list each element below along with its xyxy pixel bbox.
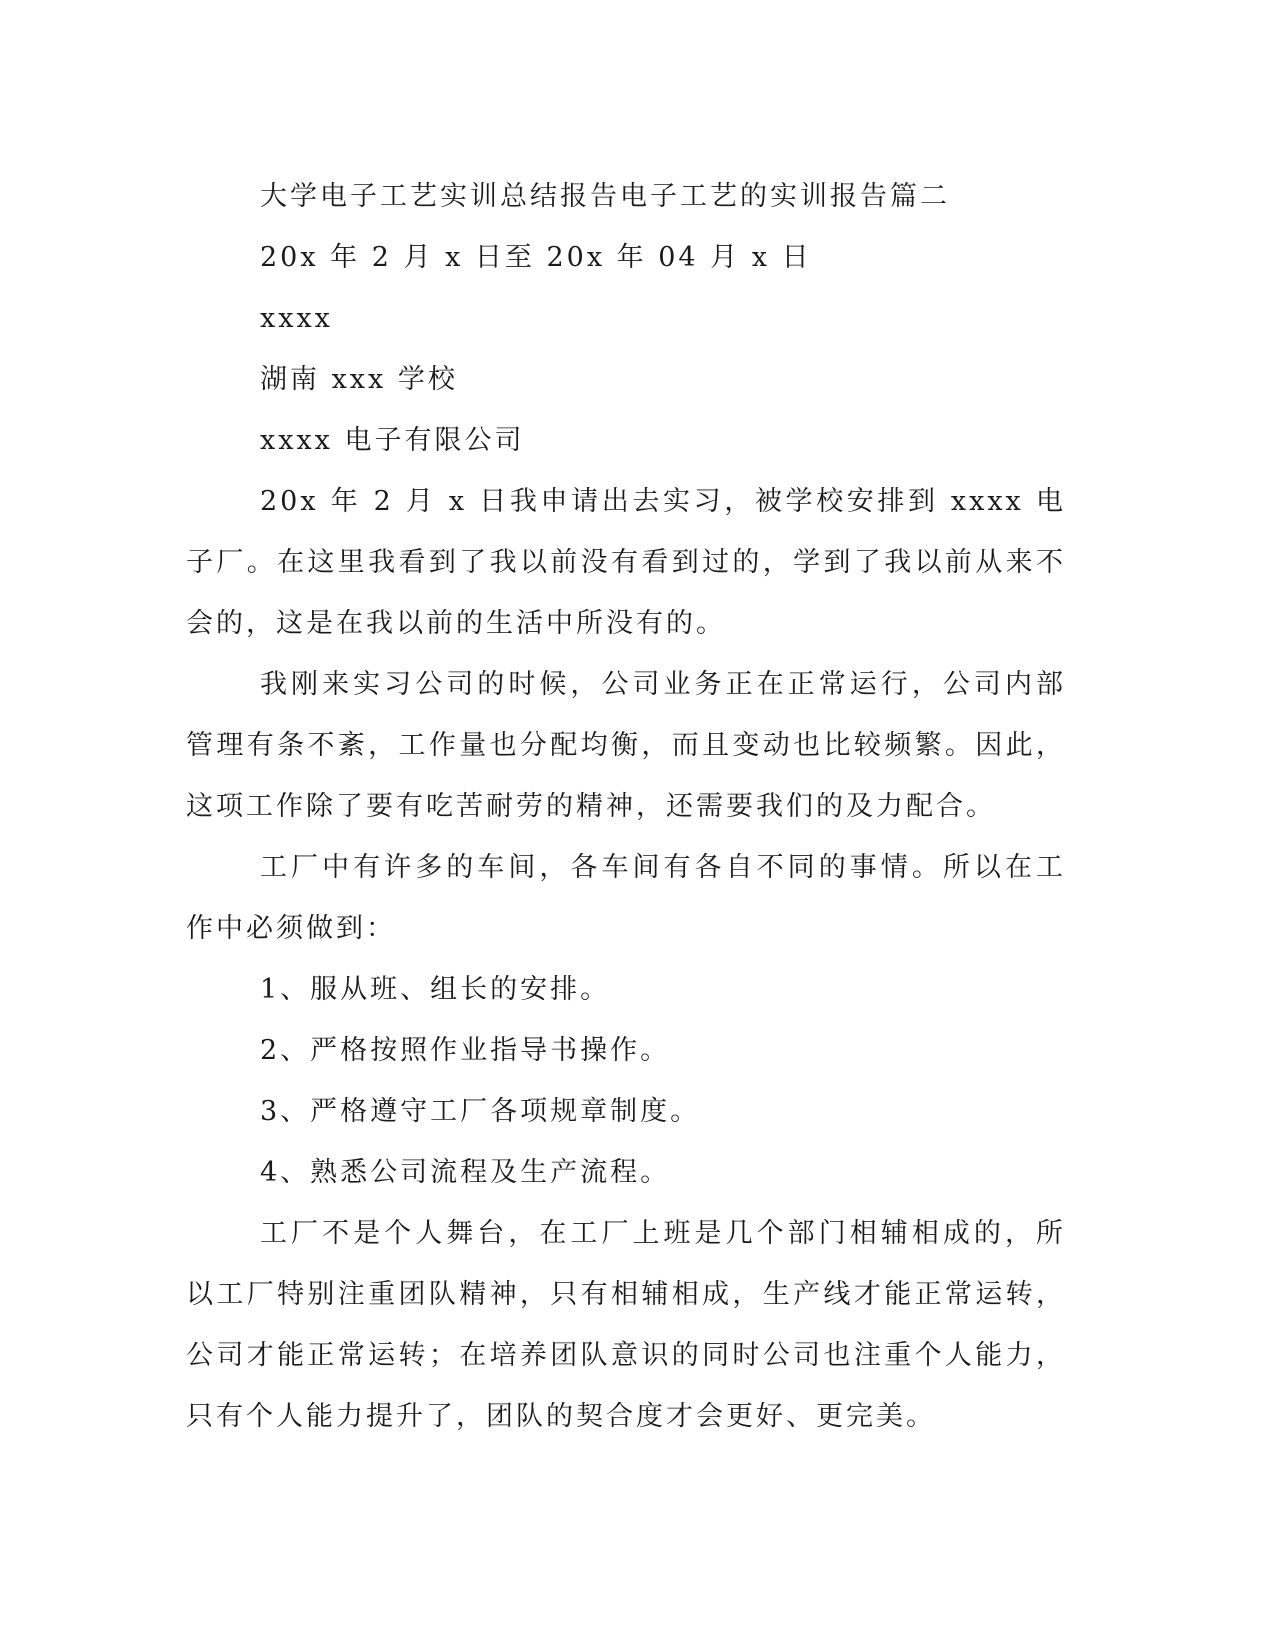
document-title: 大学电子工艺实训总结报告电子工艺的实训报告篇二 xyxy=(260,181,950,212)
date-range: 20x 年 2 月 x 日至 20x 年 04 月 x 日 xyxy=(260,242,812,273)
paragraph-teamwork: 工厂不是个人舞台，在工厂上班是几个部门相辅相成的，所以工厂特别注重团队精神，只有相辅相成，生产线才能正常运转，公司才能正常运转；在培养团队意识的同时公司也注重个人能力，只有个人能力提升了，团队的契合度才会更好、更完美。 xyxy=(186,1218,1066,1432)
student-name: xxxx xyxy=(260,303,333,334)
paragraph-company: 我刚来实习公司的时候，公司业务正在正常运行，公司内部管理有条不紊，工作量也分配均衡，而且变动也比较频繁。因此，这项工作除了要有吃苦耐劳的精神，还需要我们的及力配合。 xyxy=(186,669,1066,822)
list-item: 3、严格遵守工厂各项规章制度。 xyxy=(260,1096,701,1127)
list-item: 2、严格按照作业指导书操作。 xyxy=(260,1035,671,1066)
paragraph-workshop: 工厂中有许多的车间，各车间有各自不同的事情。所以在工作中必须做到： xyxy=(186,852,1066,944)
list-item: 1、服从班、组长的安排。 xyxy=(260,974,611,1005)
paragraph-intro: 20x 年 2 月 x 日我申请出去实习，被学校安排到 xxxx 电子厂。在这里我看到了我以前没有看到过的，学到了我以前从来不会的，这是在我以前的生活中所没有的。 xyxy=(186,486,1066,639)
list-item: 4、熟悉公司流程及生产流程。 xyxy=(260,1157,671,1188)
document-body xyxy=(186,166,1086,1447)
school-name: 湖南 xxx 学校 xyxy=(260,364,458,395)
company-name: xxxx 电子有限公司 xyxy=(260,425,525,456)
